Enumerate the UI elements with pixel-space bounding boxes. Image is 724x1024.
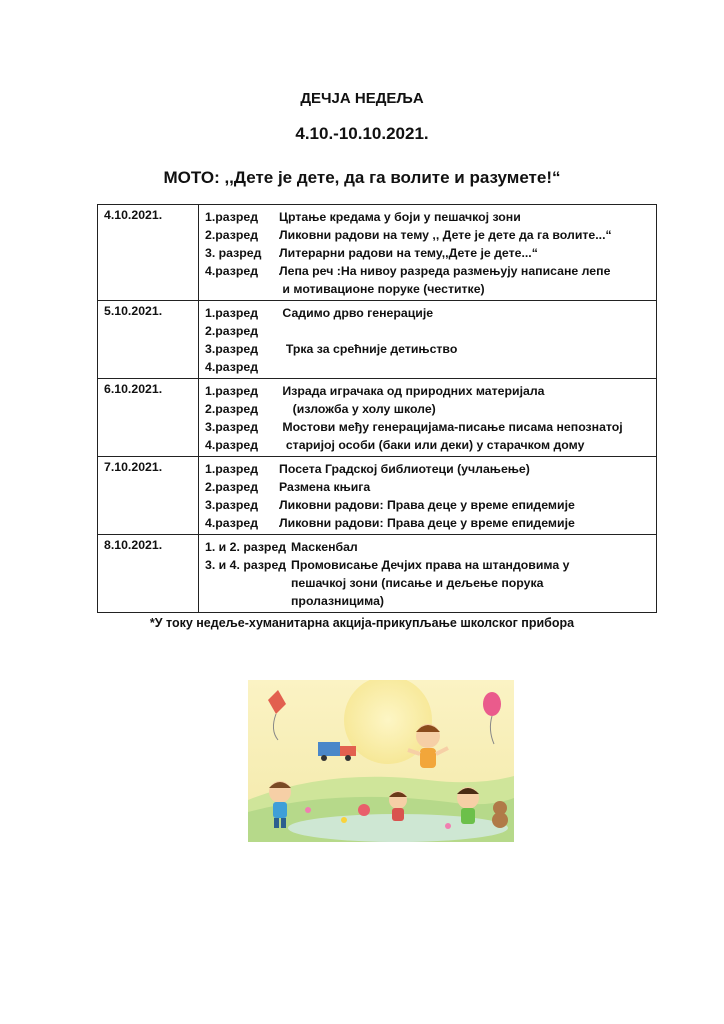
activity-line: [205, 280, 650, 298]
activity-line: [205, 496, 650, 514]
schedule-activities: [199, 535, 657, 613]
schedule-activities: [199, 457, 657, 535]
grade-label: 2.разред: [205, 480, 259, 494]
activity-line: [205, 340, 650, 358]
grade-label: 1.разред: [205, 384, 259, 398]
children-playing-illustration: [248, 680, 514, 842]
illustration-svg: [248, 680, 514, 842]
activity-text: Садимо дрво генерације: [279, 306, 434, 320]
activity-text: и мотивационе поруке (честитке): [279, 282, 485, 296]
grade-label: 3.разред: [205, 498, 259, 512]
activity-text: Ликовни радови на тему ,, Дете је дете да га волите...“: [279, 228, 612, 242]
grade-label: 1.разред: [205, 462, 259, 476]
schedule-activities: [199, 301, 657, 379]
activity-text: Размена књига: [279, 480, 371, 494]
activity-text: [279, 358, 650, 376]
activity-text: Литерарни радови на тему,,Дете је дете...“: [279, 246, 538, 260]
activity-text: Трка за срећније детињство: [279, 342, 458, 356]
grade-label: 4.разред: [205, 516, 259, 530]
activity-line: [205, 304, 650, 322]
activity-text: Лепа реч :На нивоу разреда размењују написане лепе: [279, 264, 611, 278]
activity-line: [205, 358, 650, 376]
date-range: 4.10.-10.10.2021.: [295, 124, 429, 143]
motto: МОТО: ,,Дете је дете, да га волите и разумете!“: [163, 168, 561, 187]
activity-line: [205, 208, 650, 226]
activity-text: [279, 322, 650, 340]
grade-label: [205, 574, 291, 592]
grade-label: 3.разред: [205, 342, 259, 356]
grade-label: 1.разред: [205, 306, 259, 320]
activity-line: [205, 262, 650, 280]
schedule-date: 7.10.2021.: [98, 457, 199, 535]
schedule-date: 5.10.2021.: [98, 301, 199, 379]
activity-text: пешачкој зони (писање и дељење порука: [291, 576, 544, 590]
activity-text: (изложба у холу школе): [279, 402, 436, 416]
activity-line: [205, 556, 650, 574]
grade-label: 1. и 2. разред: [205, 540, 287, 554]
activity-text: Цртање кредама у боји у пешачкој зони: [279, 210, 521, 224]
schedule-row: [98, 457, 657, 535]
page-title: ДЕЧЈА НЕДЕЉА: [300, 90, 424, 107]
activity-line: [205, 436, 650, 454]
grade-label: 2.разред: [205, 402, 259, 416]
activity-line: [205, 418, 650, 436]
activity-line: [205, 244, 650, 262]
schedule-activities: [199, 205, 657, 301]
grade-label: 3.разред: [205, 420, 259, 434]
activity-text: Промовисање Дечјих права на штандовима у: [291, 558, 570, 572]
schedule-row: [98, 535, 657, 613]
schedule-date: 8.10.2021.: [98, 535, 199, 613]
activity-text: Маскенбал: [291, 540, 358, 554]
grade-label: 4.разред: [205, 438, 259, 452]
activity-text: Посета Градској библиотеци (учлањење): [279, 462, 530, 476]
grade-label: 3. и 4. разред: [205, 558, 287, 572]
activity-line: [205, 226, 650, 244]
grade-label: [205, 592, 291, 610]
schedule-date: 6.10.2021.: [98, 379, 199, 457]
activity-line: [205, 538, 650, 556]
grade-label: 3. разред: [205, 246, 262, 260]
schedule-row: [98, 301, 657, 379]
grade-label: 2.разред: [205, 324, 259, 338]
grade-label: 2.разред: [205, 228, 259, 242]
activity-text: Мостови међу генерацијама-писање писама непознатој: [279, 420, 623, 434]
activity-line: [205, 382, 650, 400]
activity-line: [205, 592, 650, 610]
schedule-date: 4.10.2021.: [98, 205, 199, 301]
activity-text: Ликовни радови: Права деце у време епидемије: [279, 516, 575, 530]
activity-text: старијој особи (баки или деки) у старачком дому: [279, 438, 585, 452]
schedule-activities: [199, 379, 657, 457]
activity-text: Ликовни радови: Права деце у време епидемије: [279, 498, 575, 512]
grade-label: 1.разред: [205, 210, 259, 224]
activity-line: [205, 460, 650, 478]
footer-note: *У току недеље-хуманитарна акција-прикупљање школског прибора: [149, 616, 575, 630]
activity-line: [205, 478, 650, 496]
activity-line: [205, 322, 650, 340]
grade-label: 4.разред: [205, 264, 259, 278]
activity-line: [205, 400, 650, 418]
activity-line: [205, 574, 650, 592]
schedule-row: [98, 379, 657, 457]
schedule-row: [98, 205, 657, 301]
schedule-table: [97, 204, 657, 613]
activity-text: пролазницима): [291, 594, 385, 608]
grade-label: 4.разред: [205, 360, 259, 374]
grade-label: [205, 280, 279, 298]
activity-text: Израда играчака од природних материјала: [279, 384, 545, 398]
activity-line: [205, 514, 650, 532]
